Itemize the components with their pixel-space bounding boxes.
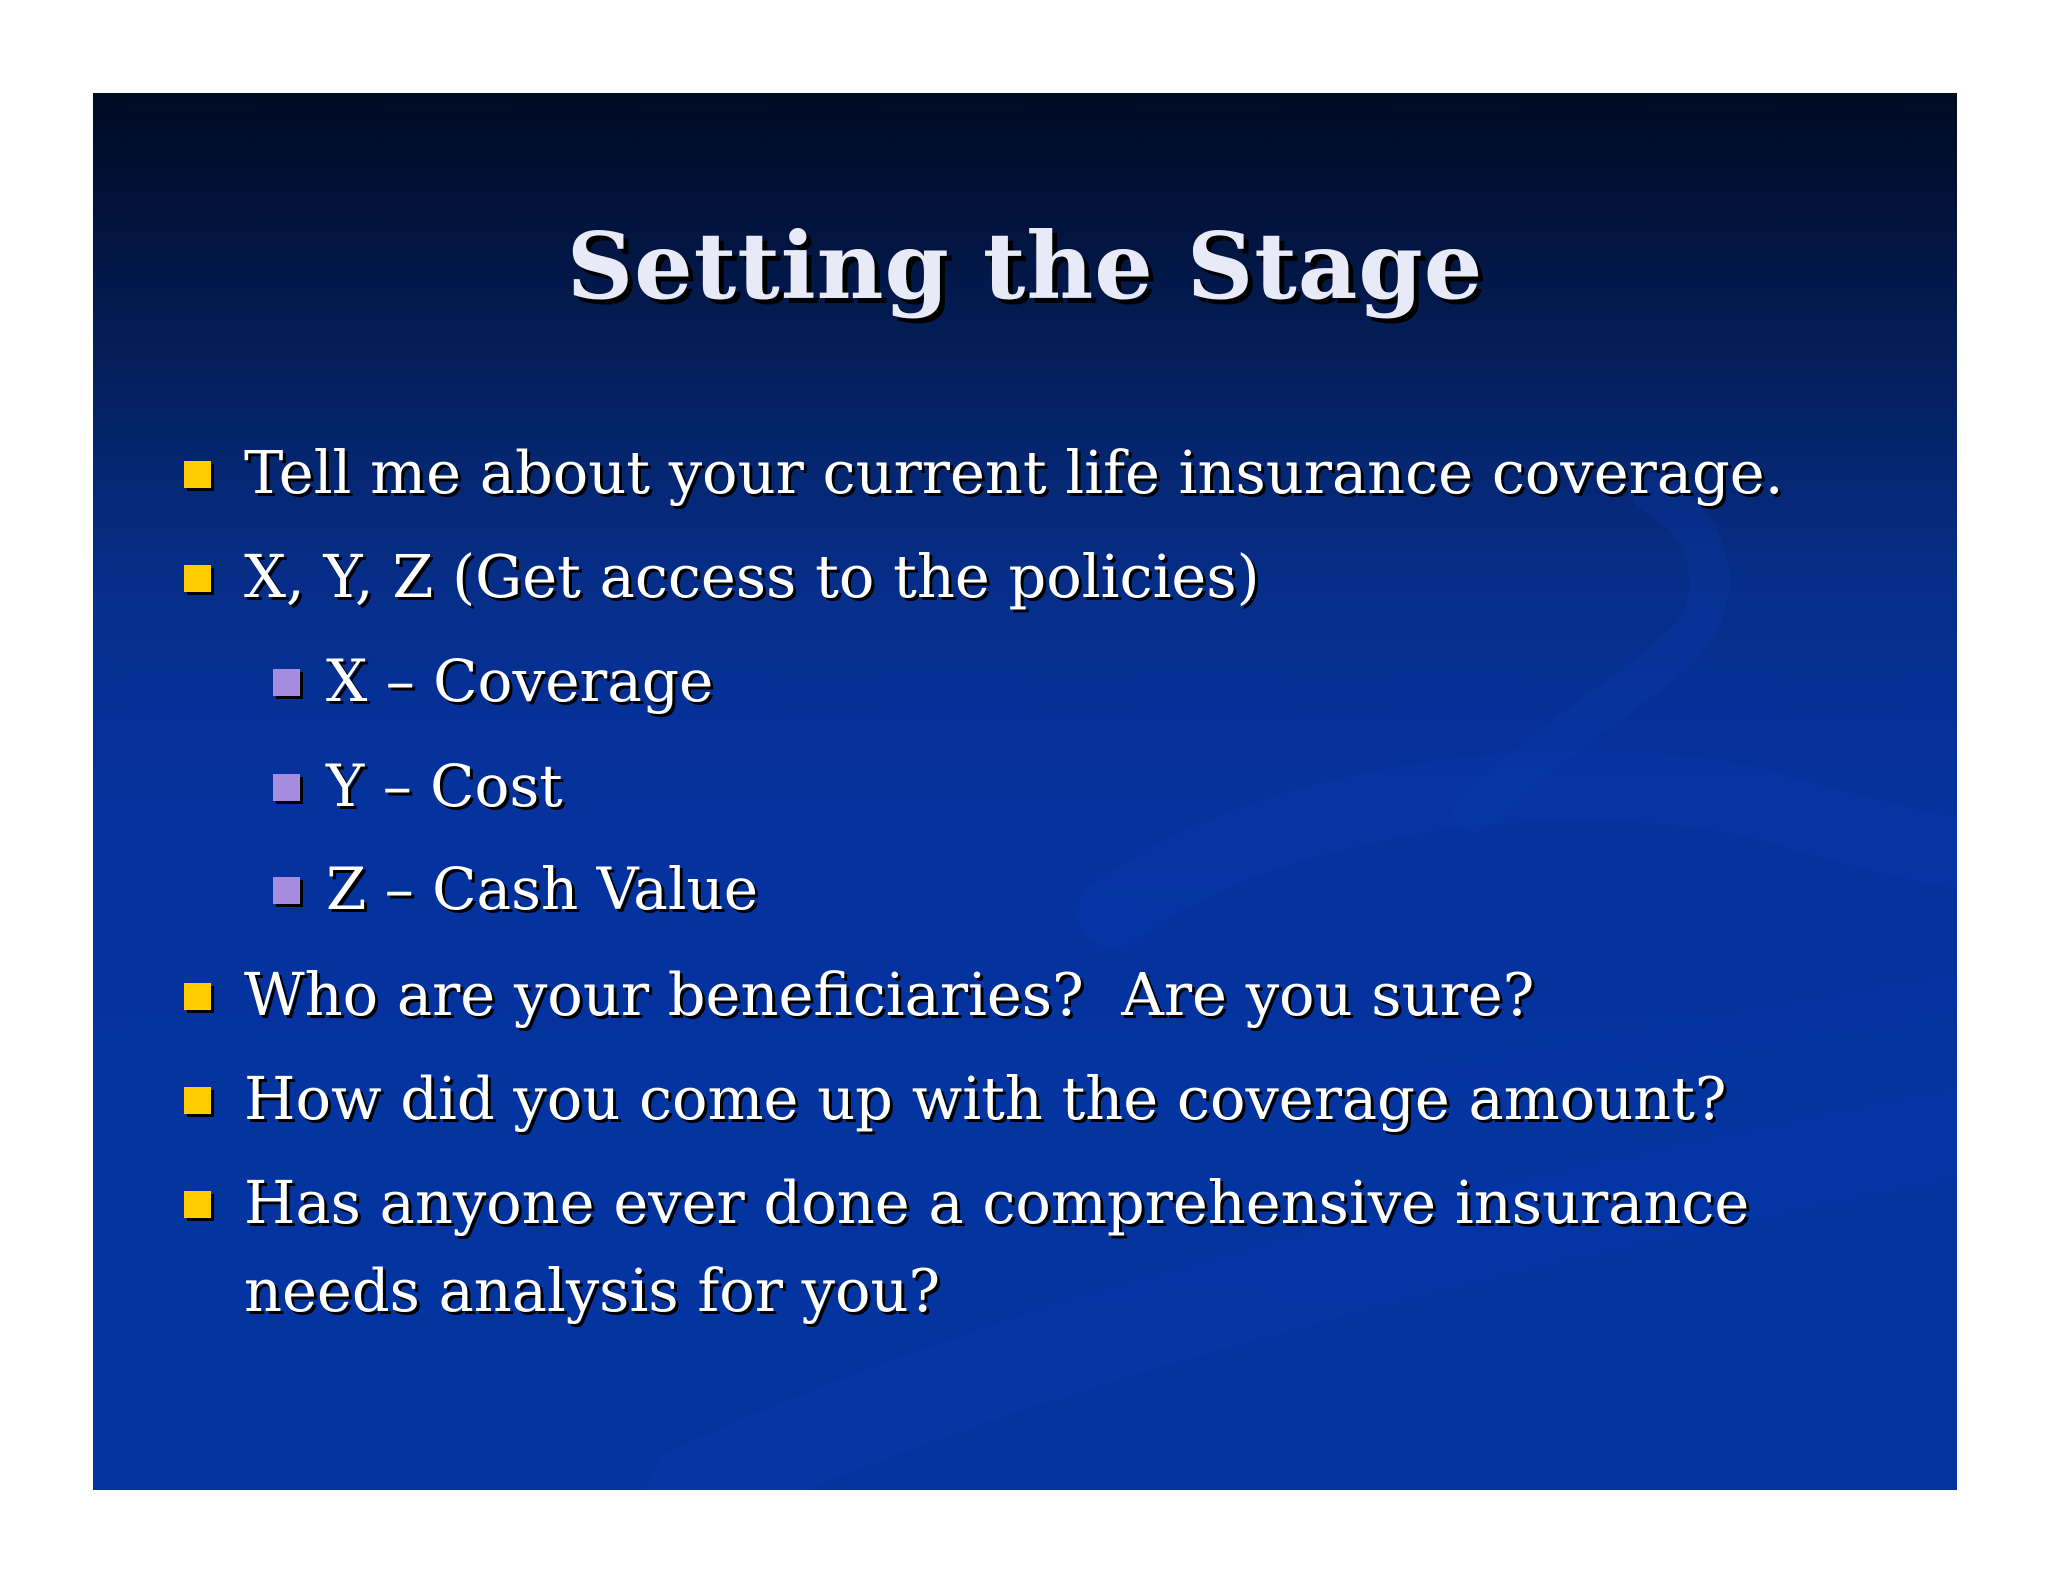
square-bullet-icon bbox=[184, 983, 211, 1010]
bullet-item bbox=[244, 1055, 1727, 1143]
bullet-text: Who are your beneficiaries? Are you sure? bbox=[244, 960, 1535, 1029]
bullet-text: How did you come up with the coverage amount? bbox=[244, 1064, 1727, 1133]
bullet-text: X, Y, Z (Get access to the policies) bbox=[244, 542, 1260, 611]
bullet-item bbox=[244, 533, 1260, 621]
square-bullet-icon bbox=[184, 1191, 211, 1218]
bullet-item bbox=[244, 951, 1534, 1039]
square-sub-bullet-icon bbox=[273, 774, 300, 801]
square-bullet-icon bbox=[184, 565, 211, 592]
sub-bullet-item bbox=[326, 742, 563, 830]
sub-bullet-text: X – Coverage bbox=[326, 647, 714, 715]
sub-bullet-text: Z – Cash Value bbox=[326, 855, 759, 923]
slide-title: Setting the Stage bbox=[566, 212, 1484, 320]
sub-bullet-text: Y – Cost bbox=[326, 752, 563, 820]
slide bbox=[93, 93, 1957, 1490]
square-sub-bullet-icon bbox=[273, 669, 300, 696]
bullet-item bbox=[244, 429, 1783, 517]
bullet-text: Tell me about your current life insurance coverage. bbox=[244, 438, 1784, 507]
bullet-text: Has anyone ever done a comprehensive insurance needs analysis for you? bbox=[244, 1168, 1750, 1325]
square-bullet-icon bbox=[184, 1087, 211, 1114]
bullet-item bbox=[244, 1159, 1844, 1335]
sub-bullet-item bbox=[326, 637, 713, 725]
sub-bullet-item bbox=[326, 845, 758, 933]
square-sub-bullet-icon bbox=[273, 877, 300, 904]
square-bullet-icon bbox=[184, 461, 211, 488]
